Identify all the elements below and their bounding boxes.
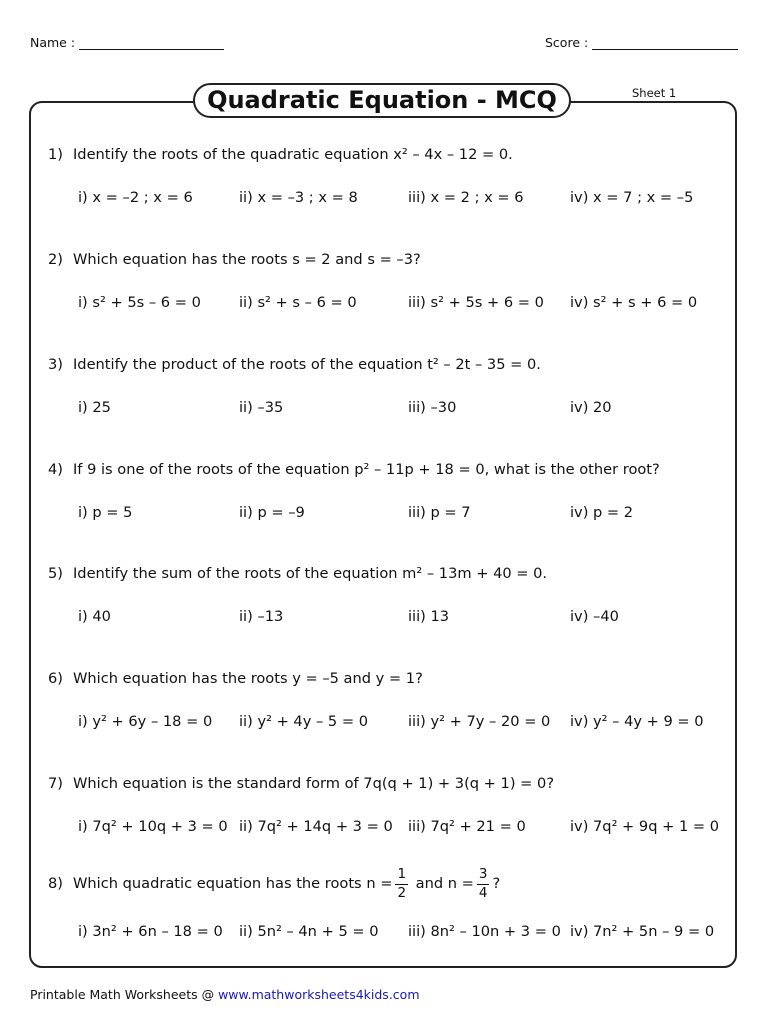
q8-option-4[interactable]: iv) 7n² + 5n – 9 = 0 [570, 923, 715, 940]
question-number: 2) [48, 251, 63, 268]
question-6 [48, 670, 423, 687]
q1-option-2[interactable]: ii) x = –3 ; x = 8 [239, 189, 358, 206]
question-1 [48, 146, 513, 163]
question-5 [48, 565, 547, 582]
score-label: Score : [545, 35, 589, 50]
q4-option-3[interactable]: iii) p = 7 [408, 504, 471, 521]
question-number: 3) [48, 356, 63, 373]
footer-link[interactable]: www.mathworksheets4kids.com [218, 987, 420, 1002]
q3-option-1[interactable]: i) 25 [78, 399, 111, 416]
score-blank-line[interactable] [592, 35, 738, 50]
score-field [545, 35, 738, 50]
q5-option-4[interactable]: iv) –40 [570, 608, 619, 625]
question-number: 4) [48, 461, 63, 478]
q5-option-3[interactable]: iii) 13 [408, 608, 450, 625]
q2-option-1[interactable]: i) s² + 5s – 6 = 0 [78, 294, 201, 311]
fraction-one-half [395, 868, 408, 900]
question-7 [48, 775, 554, 792]
q7-option-4[interactable]: iv) 7q² + 9q + 1 = 0 [570, 818, 720, 835]
q4-option-4[interactable]: iv) p = 2 [570, 504, 634, 521]
question-text: Which equation has the roots s = 2 and s = –3? [73, 251, 421, 268]
q3-option-4[interactable]: iv) 20 [570, 399, 612, 416]
q5-option-1[interactable]: i) 40 [78, 608, 111, 625]
q6-option-1[interactable]: i) y² + 6y – 18 = 0 [78, 713, 213, 730]
question-number: 5) [48, 565, 63, 582]
question-text: Which equation has the roots y = –5 and y = 1? [73, 670, 423, 687]
q7-option-1[interactable]: i) 7q² + 10q + 3 = 0 [78, 818, 228, 835]
fraction-denominator: 4 [478, 884, 488, 901]
q8-option-3[interactable]: iii) 8n² – 10n + 3 = 0 [408, 923, 561, 940]
question-number: 7) [48, 775, 63, 792]
sheet-label: Sheet 1 [632, 86, 677, 100]
worksheet-title: Quadratic Equation - MCQ [193, 83, 571, 118]
name-field [30, 35, 224, 50]
fraction-numerator: 3 [477, 868, 490, 885]
question-4 [48, 461, 660, 478]
q3-option-3[interactable]: iii) –30 [408, 399, 457, 416]
fraction-denominator: 2 [397, 884, 407, 901]
question-number: 6) [48, 670, 63, 687]
footer [30, 987, 420, 1002]
q2-option-4[interactable]: iv) s² + s + 6 = 0 [570, 294, 698, 311]
question-text: Identify the product of the roots of the equation t² – 2t – 35 = 0. [73, 356, 541, 373]
q1-option-4[interactable]: iv) x = 7 ; x = –5 [570, 189, 694, 206]
question-number: 1) [48, 146, 63, 163]
question-text: Identify the roots of the quadratic equation x² – 4x – 12 = 0. [73, 146, 513, 163]
fraction-three-quarters [477, 868, 490, 900]
q6-option-4[interactable]: iv) y² – 4y + 9 = 0 [570, 713, 704, 730]
worksheet-frame [29, 101, 737, 968]
q4-option-1[interactable]: i) p = 5 [78, 504, 133, 521]
question-number: 8) [48, 875, 63, 892]
question-end-mark: ? [492, 875, 501, 892]
q4-option-2[interactable]: ii) p = –9 [239, 504, 305, 521]
q2-option-2[interactable]: ii) s² + s – 6 = 0 [239, 294, 357, 311]
name-blank-line[interactable] [79, 35, 224, 50]
q5-option-2[interactable]: ii) –13 [239, 608, 284, 625]
fraction-numerator: 1 [395, 868, 408, 885]
question-text: If 9 is one of the roots of the equation p² – 11p + 18 = 0, what is the other root? [73, 461, 660, 478]
q1-option-3[interactable]: iii) x = 2 ; x = 6 [408, 189, 524, 206]
q8-option-1[interactable]: i) 3n² + 6n – 18 = 0 [78, 923, 223, 940]
q1-option-1[interactable]: i) x = –2 ; x = 6 [78, 189, 193, 206]
question-text: Which quadratic equation has the roots [73, 875, 362, 892]
footer-text: Printable Math Worksheets @ [30, 987, 215, 1002]
q2-option-3[interactable]: iii) s² + 5s + 6 = 0 [408, 294, 544, 311]
q8-option-2[interactable]: ii) 5n² – 4n + 5 = 0 [239, 923, 379, 940]
question-2 [48, 251, 421, 268]
q7-option-3[interactable]: iii) 7q² + 21 = 0 [408, 818, 526, 835]
question-3 [48, 356, 541, 373]
n-equals-text: n = [366, 875, 393, 892]
q6-option-2[interactable]: ii) y² + 4y – 5 = 0 [239, 713, 369, 730]
question-8 [48, 868, 500, 900]
and-n-equals-text: and n = [415, 875, 474, 892]
q3-option-2[interactable]: ii) –35 [239, 399, 284, 416]
name-label: Name : [30, 35, 76, 50]
q6-option-3[interactable]: iii) y² + 7y – 20 = 0 [408, 713, 551, 730]
question-text: Identify the sum of the roots of the equation m² – 13m + 40 = 0. [73, 565, 548, 582]
question-text: Which equation is the standard form of 7q(q + 1) + 3(q + 1) = 0? [73, 775, 555, 792]
q7-option-2[interactable]: ii) 7q² + 14q + 3 = 0 [239, 818, 393, 835]
